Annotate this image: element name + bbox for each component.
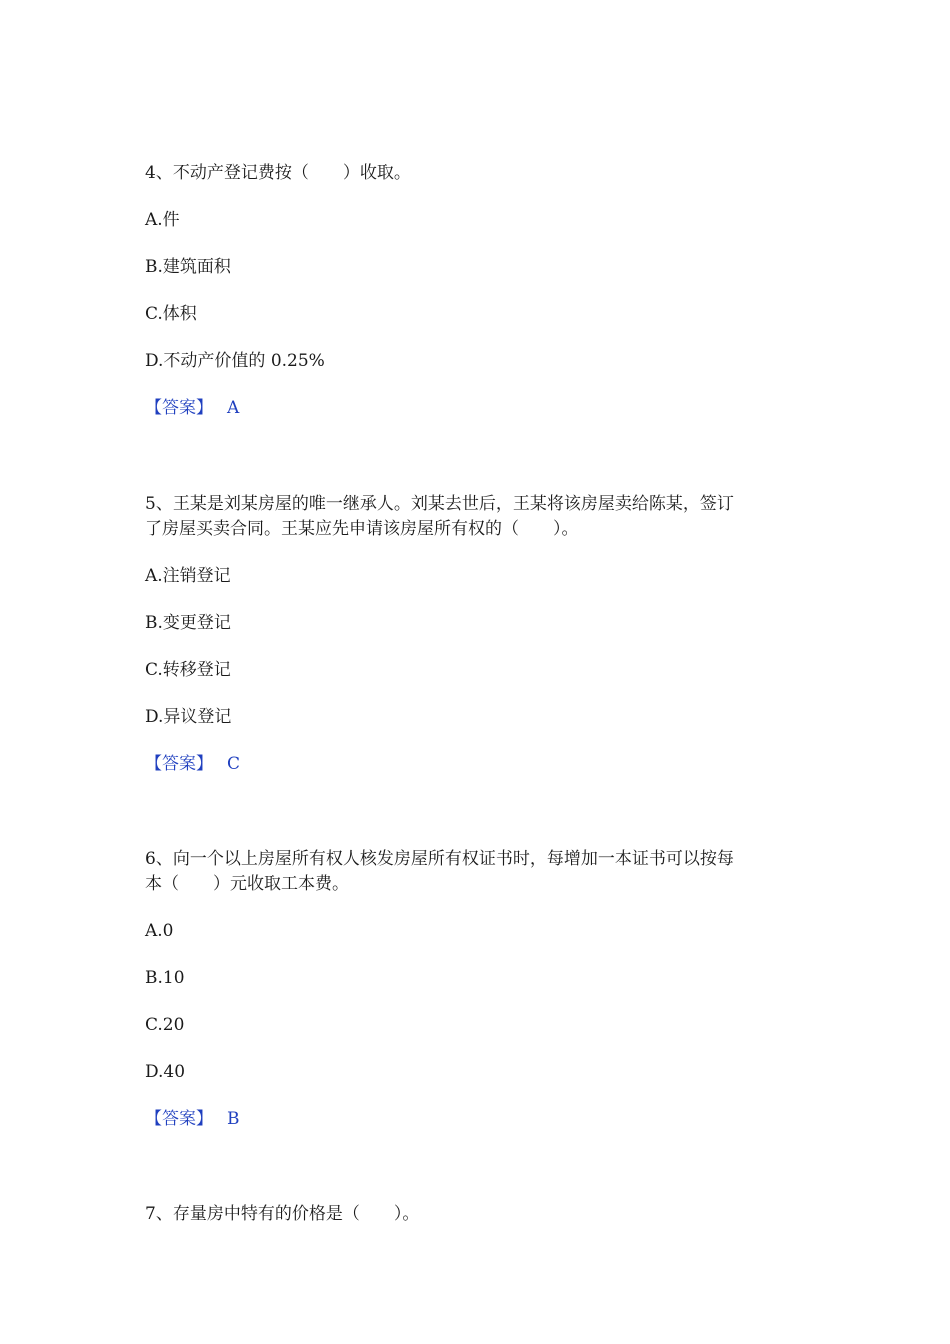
question-6-stem-line-1: 6、向一个以上房屋所有权人核发房屋所有权证书时，每增加一本证书可以按每 (145, 849, 734, 869)
question-6-option-c: C.20 (145, 1015, 185, 1035)
question-4-option-b: B.建筑面积 (145, 257, 231, 277)
answer-label: 【答案】 (145, 1109, 213, 1129)
answer-label: 【答案】 (145, 398, 213, 418)
question-6-answer (145, 1107, 240, 1131)
question-5-answer (145, 752, 240, 776)
question-6-option-a: A.0 (145, 921, 174, 941)
question-4-option-a: A.件 (145, 210, 180, 230)
question-5-stem-line-2: 了房屋买卖合同。王某应先申请该房屋所有权的（ ）。 (145, 519, 579, 539)
question-6-stem-line-2: 本（ ）元收取工本费。 (145, 874, 349, 894)
question-5-option-b: B.变更登记 (145, 613, 231, 633)
question-6-option-d: D.40 (145, 1062, 186, 1082)
question-4-option-c: C.体积 (145, 304, 197, 324)
question-5-option-d: D.异议登记 (145, 707, 232, 727)
answer-value: B (227, 1109, 240, 1129)
answer-label: 【答案】 (145, 754, 213, 774)
answer-value: A (227, 398, 240, 418)
question-4-answer (145, 396, 239, 420)
question-5-stem-line-1: 5、王某是刘某房屋的唯一继承人。刘某去世后，王某将该房屋卖给陈某，签订 (145, 494, 734, 514)
question-5-option-a: A.注销登记 (145, 566, 231, 586)
question-5-option-c: C.转移登记 (145, 660, 231, 680)
answer-value: C (227, 754, 241, 774)
question-4-option-d: D.不动产价值的 0.25% (145, 351, 325, 371)
question-6-option-b: B.10 (145, 968, 185, 988)
question-7-stem: 7、存量房中特有的价格是（ ）。 (145, 1204, 420, 1224)
question-4-stem: 4、不动产登记费按（ ）收取。 (145, 163, 411, 183)
